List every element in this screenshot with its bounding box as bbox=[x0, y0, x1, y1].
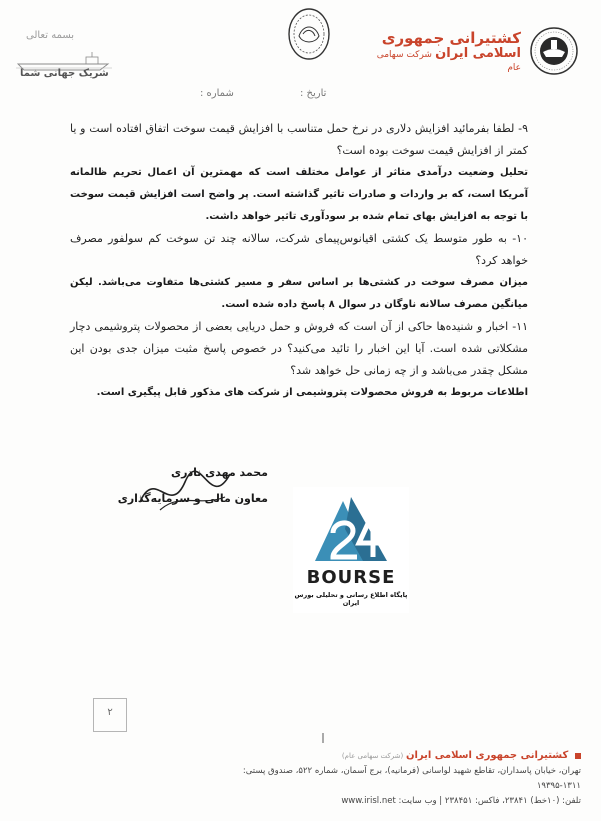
company-name bbox=[361, 30, 521, 74]
question-9: ۹- لطفا بفرمائید افزایش دلاری در نرخ حمل متناسب با افزایش قیمت سوخت اتفاق افتاده است و یا کمتر از افزایش قیمت سوخت بوده است؟ bbox=[70, 122, 528, 157]
bourse-wordmark: BOURSE bbox=[306, 567, 396, 588]
question-11: ۱۱- اخبار و شنیده‌ها حاکی از آن است که فروش و حمل دریایی بعضی از محصولات پتروشیمی دچار مشکلاتی شده است. آیا این اخبار را تائید می‌کنید؟ در خصوص پاسخ مثبت میزان جدی بودن این مشکل چقدر می‌باشد و از چه زمانی حل خواهد شد؟ bbox=[70, 320, 528, 377]
footer-company-name: کشتیرانی جمهوری اسلامی ایران bbox=[405, 750, 569, 761]
company-name-line1: کشتیرانی جمهوری bbox=[381, 29, 521, 47]
bourse-24-logo-icon bbox=[293, 487, 409, 569]
handwritten-signature bbox=[130, 462, 240, 522]
answer-9: تحلیل وضعیت درآمدی متاثر از عوامل مختلف است که مهمترین آن اعمال تحریم ظالمانه آمریکا است، که بر واردات و صادرات تاثیر گذاشته است. پر واضح است افزایش قیمت سوخت با توجه به افزایش بهای تمام شده بر سودآوری تاثیر خواهد داشت. bbox=[70, 167, 528, 222]
signatory-title: معاون مالی و سرمایه‌گذاری bbox=[117, 492, 268, 505]
page-number-box bbox=[93, 698, 127, 732]
page-number: ۲ bbox=[107, 707, 113, 718]
page-tick-mark bbox=[322, 733, 324, 743]
irisl-logo-icon bbox=[529, 26, 579, 76]
ship-caption: شریک جهانی شما bbox=[20, 68, 109, 79]
bourse-watermark bbox=[293, 487, 409, 613]
answer-11: اطلاعات مربوط به فروش محصولات پتروشیمی از شرکت های مذکور قابل پیگیری است. bbox=[96, 387, 528, 398]
footer-square-icon bbox=[575, 753, 581, 759]
letterhead-footer bbox=[201, 748, 581, 809]
footer-company-note: (شرکت سهامی عام) bbox=[341, 752, 404, 760]
footer-company bbox=[201, 748, 581, 764]
bourse-tagline: پایگاه اطلاع رسانی و تحلیلی بورس ایران bbox=[294, 591, 408, 607]
date-label: تاریخ : bbox=[300, 88, 327, 99]
footer-address: تهران، خیابان پاسداران، تقاطع شهید لواسانی (فرمانیه)، برج آسمان، شماره ۵۲۲، صندوق پستی: ۱۳۱۱-۱۹۳۹۵ bbox=[242, 766, 581, 791]
besmellah-text: بسمه تعالی bbox=[26, 30, 75, 41]
company-type: شرکت سهامی عام bbox=[376, 50, 521, 74]
question-10: ۱۰- به طور متوسط یک کشتی اقیانوس‌پیمای شرکت، سالانه چند تن سوخت کم سولفور مصرف خواهد کرد؟ bbox=[70, 232, 528, 267]
emblem-icon bbox=[285, 6, 333, 62]
number-label: شماره : bbox=[200, 88, 234, 99]
letter-body bbox=[70, 118, 528, 404]
answer-10: میزان مصرف سوخت در کشتی‌ها بر اساس سفر و مسیر کشتی‌ها متفاوت می‌باشد. لیکن میانگین مصرف سالانه ناوگان در سوال ۸ پاسخ داده شده است. bbox=[70, 277, 528, 310]
signatory-name: محمد مهدی نادری bbox=[171, 466, 268, 479]
company-name-line2 bbox=[361, 47, 521, 73]
ship-icon bbox=[12, 46, 122, 86]
footer-contact: تلفن: (۱۰خط) ۲۳۸۴۱، فاکس: ۲۳۸۴۵۱ | وب سایت: www.irisl.net bbox=[341, 796, 581, 806]
company-name-emphasis: اسلامی ایران bbox=[435, 46, 521, 62]
